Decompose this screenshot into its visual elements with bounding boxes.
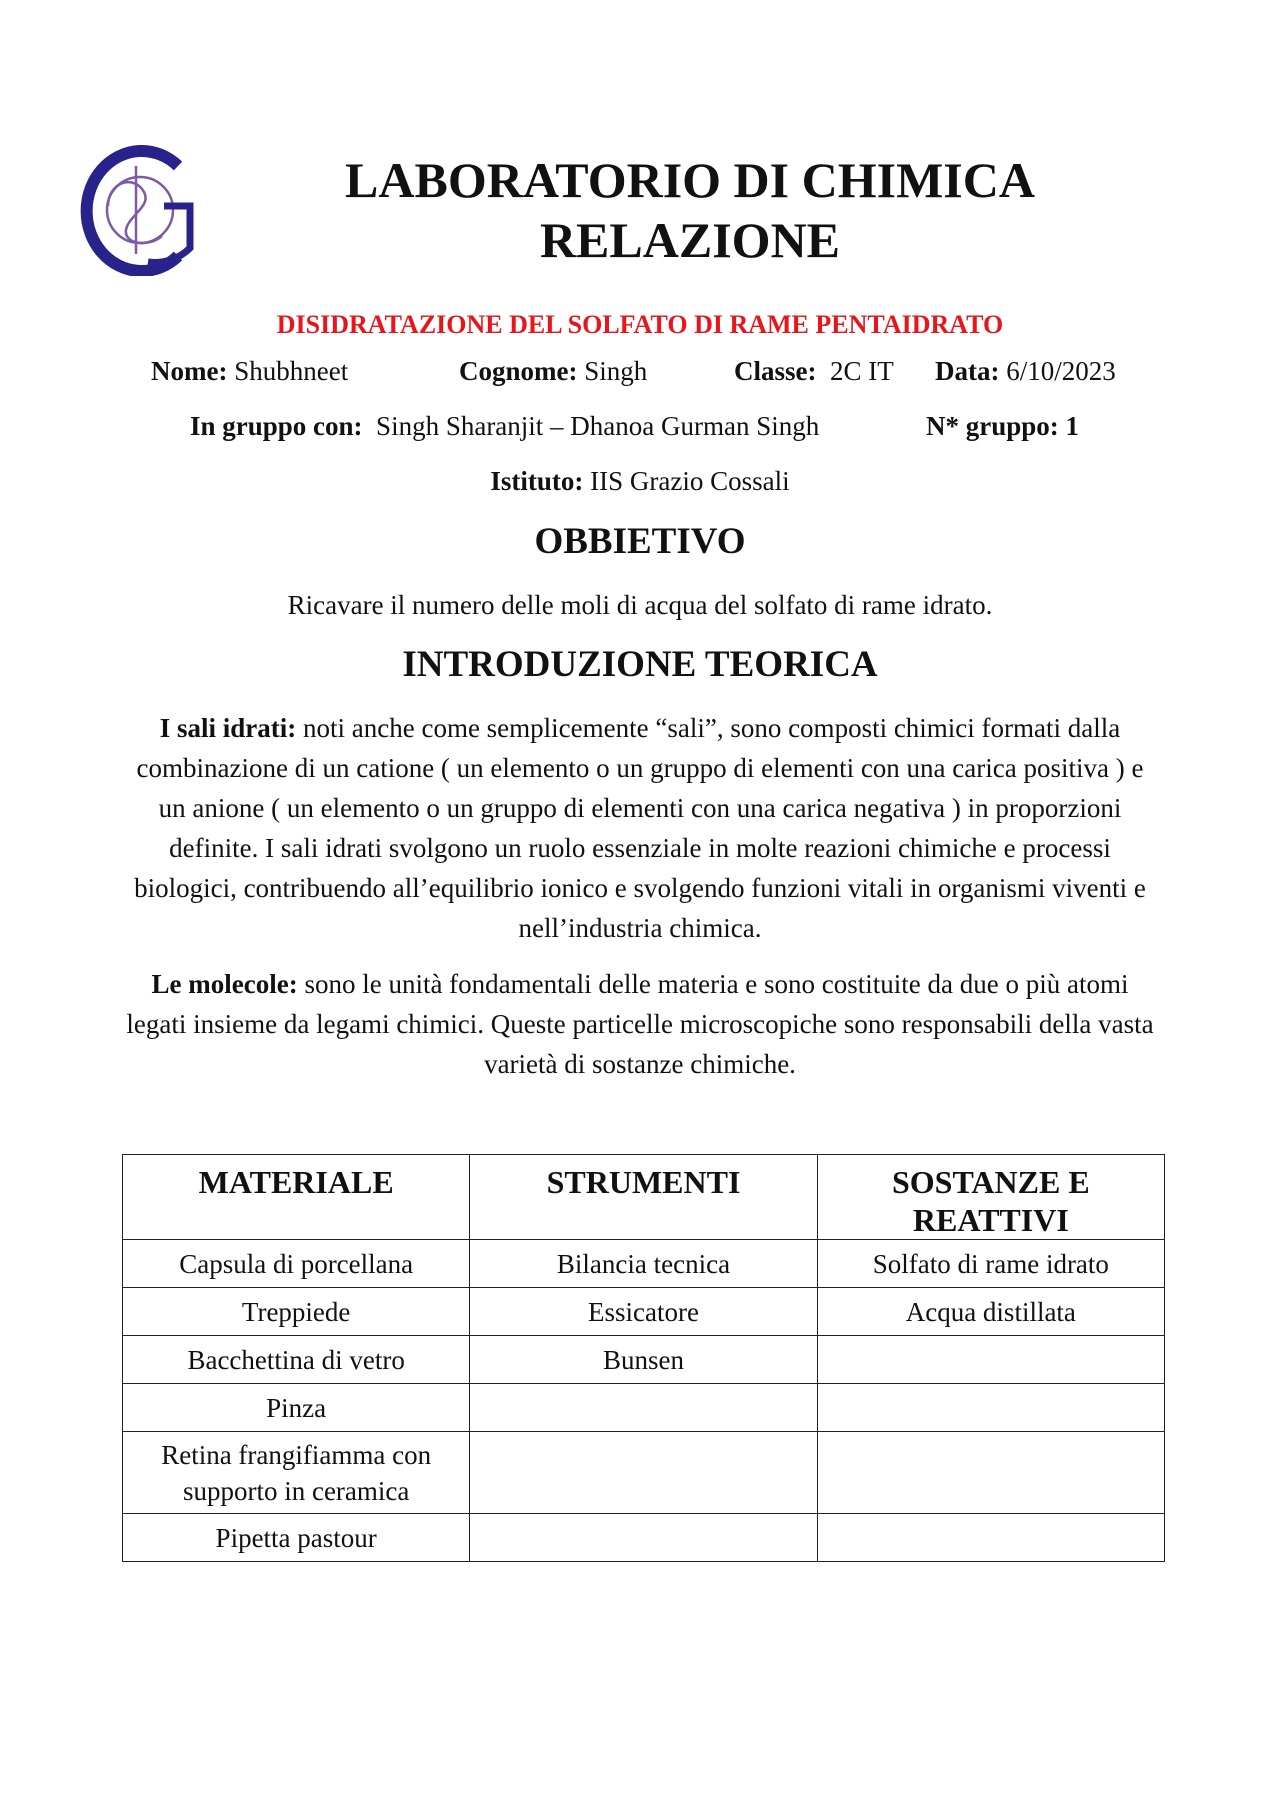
table-cell: Retina frangifiamma con supporto in ceramica (123, 1432, 470, 1514)
sali-idrati-label: I sali idrati: (159, 713, 297, 743)
gruppo-value: Singh Sharanjit – Dhanoa Gurman Singh (376, 411, 820, 441)
data-value: 6/10/2023 (1006, 356, 1116, 386)
table-row (123, 1514, 1165, 1562)
classe-label: Classe: (734, 356, 817, 386)
experiment-title: DISIDRATAZIONE DEL SOLFATO DI RAME PENTAIDRATO (276, 310, 1004, 339)
report-title-line2: RELAZIONE (539, 212, 841, 268)
data-label: Data: (935, 356, 1000, 386)
table-cell: Acqua distillata (817, 1288, 1164, 1336)
cognome-value: Singh (584, 356, 648, 386)
school-logo (78, 144, 196, 276)
table-cell (817, 1384, 1164, 1432)
molecole-text: sono le unità fondamentali delle materia e sono costituite da due o più atomi legati insieme da legami chimici. Queste particelle microscopiche sono responsabili della vasta varietà di sostanze chimiche. (126, 969, 1154, 1079)
table-cell (817, 1514, 1164, 1562)
table-cell: Solfato di rame idrato (817, 1240, 1164, 1288)
report-title-line1: LABORATORIO DI CHIMICA (345, 152, 1035, 208)
obiettivo-text: Ricavare il numero delle moli di acqua del solfato di rame idrato. (287, 590, 993, 620)
classe-field (734, 356, 894, 387)
table-cell: Bilancia tecnica (470, 1240, 817, 1288)
table-cell: Pipetta pastour (123, 1514, 470, 1562)
table-row (123, 1288, 1165, 1336)
table-cell: Pinza (123, 1384, 470, 1432)
table-cell: Bacchettina di vetro (123, 1336, 470, 1384)
header-strumenti: STRUMENTI (470, 1155, 817, 1240)
ngruppo-value: 1 (1065, 411, 1080, 441)
table-cell: Treppiede (123, 1288, 470, 1336)
logo-c-arc (87, 151, 178, 271)
classe-value: 2C IT (830, 356, 894, 386)
table-cell: Capsula di porcellana (123, 1240, 470, 1288)
molecole-label: Le molecole: (151, 969, 298, 999)
table-cell (817, 1336, 1164, 1384)
materials-table (122, 1154, 1165, 1562)
table-cell (817, 1432, 1164, 1514)
header-sostanze: SOSTANZE E REATTIVI (817, 1155, 1164, 1240)
sali-idrati-text: noti anche come semplicemente “sali”, sono composti chimici formati dalla combinazione di un catione ( un elemento o un gruppo di elementi con una carica positiva ) e un anione ( un elemento o un gruppo di elementi con una carica negativa ) in proporzioni definite. I sali idrati svolgono un ruolo essenziale in molte reazioni chimiche e processi biologici, contribuendo all’equilibrio ionico e svolgendo funzioni vitali in organismi viventi e nell’industria chimica. (134, 713, 1146, 943)
nome-field (151, 356, 348, 387)
table-cell (470, 1514, 817, 1562)
table-header-row (123, 1155, 1165, 1240)
istituto-value: IIS Grazio Cossali (590, 466, 790, 496)
cognome-label: Cognome: (459, 356, 578, 386)
table-cell: Bunsen (470, 1336, 817, 1384)
gruppo-label: In gruppo con: (190, 411, 363, 441)
paragraph-molecole (120, 964, 1160, 1084)
paragraph-sali-idrati (120, 708, 1160, 948)
table-cell (470, 1432, 817, 1514)
nome-value: Shubhneet (234, 356, 349, 386)
table-row (123, 1432, 1165, 1514)
obiettivo-heading: OBBIETIVO (534, 521, 746, 562)
istituto-field (0, 466, 1280, 497)
header-materiale: MATERIALE (123, 1155, 470, 1240)
data-field (935, 356, 1116, 387)
table-cell (470, 1384, 817, 1432)
introduzione-heading: INTRODUZIONE TEORICA (402, 644, 878, 685)
ngruppo-field (926, 411, 1079, 442)
table-row (123, 1384, 1165, 1432)
gruppo-field (190, 411, 819, 442)
cognome-field (459, 356, 647, 387)
ngruppo-label: N* gruppo: (926, 411, 1059, 441)
nome-label: Nome: (151, 356, 228, 386)
table-row (123, 1336, 1165, 1384)
istituto-label: Istituto: (490, 466, 584, 496)
table-cell: Essicatore (470, 1288, 817, 1336)
table-row (123, 1240, 1165, 1288)
